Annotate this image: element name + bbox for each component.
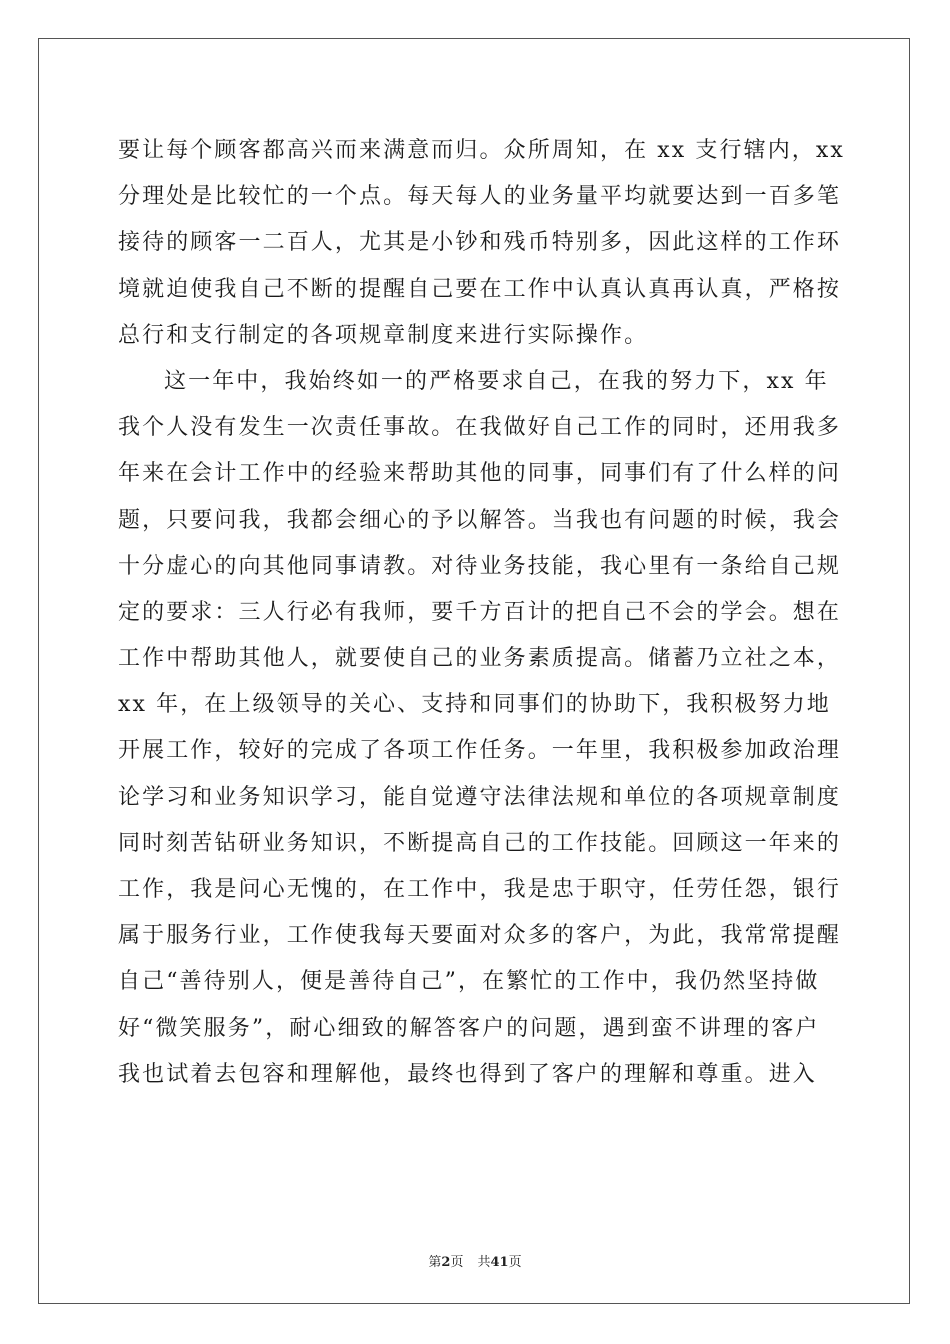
text-line: 工作中帮助其他人，就要使自己的业务素质提高。储蓄乃立社之本， — [118, 646, 842, 672]
total-suffix: 页 — [508, 1255, 522, 1270]
text-line: 开展工作，较好的完成了各项工作任务。一年里，我积极参加政治理 — [118, 738, 842, 764]
text-line: 我个人没有发生一次责任事故。在我做好自己工作的同时，还用我多 — [118, 415, 842, 441]
text-line: xx 年，在上级领导的关心、支持和同事们的协助下，我积极努力地 — [118, 692, 831, 718]
text-line: 工作，我是问心无愧的，在工作中，我是忠于职守，任劳任怨，银行 — [118, 877, 842, 902]
text-line: 年来在会计工作中的经验来帮助其他的同事，同事们有了什么样的问 — [118, 461, 842, 487]
page-suffix: 页 — [450, 1255, 464, 1270]
total-pages: 41 — [490, 1255, 509, 1270]
text-line: 定的要求：三人行必有我师，要千方百计的把自己不会的学会。想在 — [118, 599, 842, 625]
text-line: 属于服务行业，工作使我每天要面对众多的客户，为此，我常常提醒 — [118, 923, 842, 949]
page-prefix: 第 — [428, 1255, 442, 1270]
text-line: 要让每个顾客都高兴而来满意而归。众所周知，在 xx 支行辖内，xx — [118, 138, 845, 163]
text-line: 自己“善待别人，便是善待自己”，在繁忙的工作中，我仍然坚持做 — [118, 969, 820, 995]
total-prefix: 共 — [477, 1255, 491, 1270]
page-number: 2 — [441, 1255, 451, 1270]
text-line: 境就迫使我自己不断的提醒自己要在工作中认真认真再认真，严格按 — [118, 276, 842, 302]
text-line: 同时刻苦钻研业务知识，不断提高自己的工作技能。回顾这一年来的 — [118, 830, 842, 856]
paragraph-first-line: 这一年中，我始终如一的严格要求自己，在我的努力下，xx 年 — [164, 368, 829, 394]
text-line: 总行和支行制定的各项规章制度来进行实际操作。 — [118, 322, 649, 348]
text-line: 论学习和业务知识学习，能自觉遵守法律法规和单位的各项规章制度 — [118, 784, 842, 810]
text-line: 十分虚心的向其他同事请教。对待业务技能，我心里有一条给自己规 — [118, 553, 842, 579]
text-line: 好“微笑服务”，耐心细致的解答客户的问题，遇到蛮不讲理的客户 — [118, 1015, 820, 1041]
text-line: 接待的顾客一二百人，尤其是小钞和残币特别多，因此这样的工作环 — [118, 230, 842, 256]
text-line: 题，只要问我，我都会细心的予以解答。当我也有问题的时候，我会 — [118, 507, 842, 533]
page-footer — [0, 1251, 950, 1270]
document-body — [118, 128, 845, 1098]
text-line: 我也试着去包容和理解他，最终也得到了客户的理解和尊重。进入 — [118, 1061, 817, 1087]
text-line: 分理处是比较忙的一个点。每天每人的业务量平均就要达到一百多笔 — [118, 184, 842, 210]
